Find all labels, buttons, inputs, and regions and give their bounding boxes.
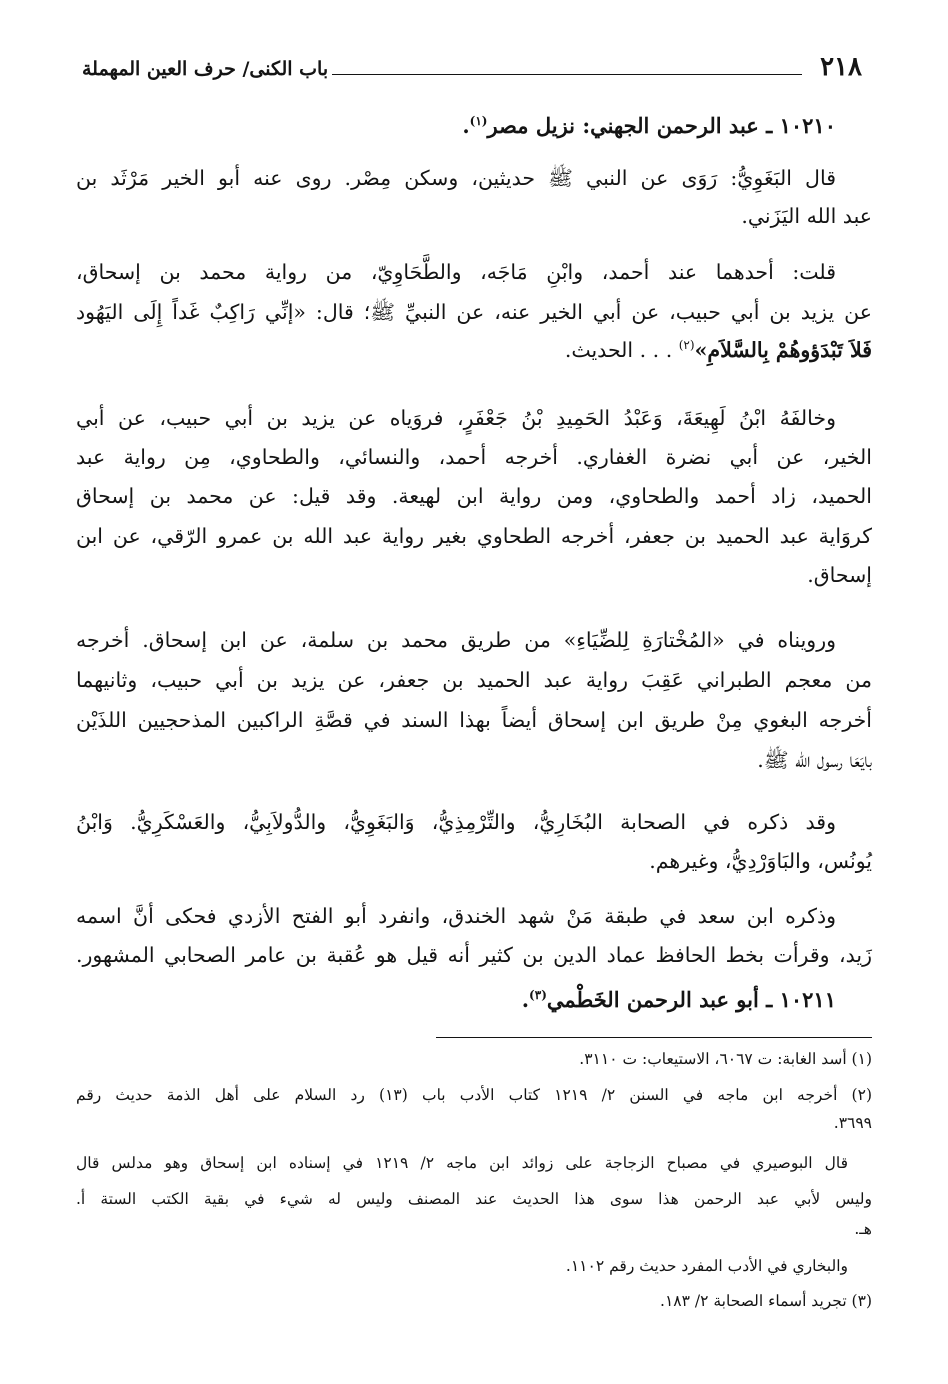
body-line: وخالفَهُ ابْنُ لَهِيعَةَ، وَعَبْدُ الحَمِيدِ بْنُ جَعْفَرٍ، فروَياه عن يزيد بن أبي حبيب، عن أبي [76, 406, 836, 430]
body-line: إسحاق. [807, 563, 872, 587]
footnote-2-line: (٢) أخرجه ابن ماجه في السنن ٢/ ١٢١٩ كتاب الأدب باب (١٣) رد السلام على أهل الذمة حديث رقم [76, 1086, 872, 1104]
footnote-1: (١) أسد الغابة: ت ٦٠٦٧، الاستيعاب: ت ٣١١٠. [579, 1050, 872, 1068]
footnote-ref: (٣) [529, 988, 547, 1002]
entry-heading-text: ١٠٢١١ ـ أبو عبد الرحمن الخَطْمي [546, 987, 836, 1012]
body-text: . . . الحديث. [564, 338, 679, 362]
body-line: أخرجه البغوي مِنْ طريق ابن إسحاق أيضاً بهذا السند في قصَّةِ الراكبين المذحجيين اللذَيْن [76, 708, 872, 732]
body-line: من معجم الطبراني عَقِبَ رواية عبد الحميد بن جعفر، عن يزيد بن أبي حبيب، وثانيهما [76, 668, 872, 692]
entry-heading-10211 [522, 984, 836, 1016]
footnote-3: (٣) تجريد أسماء الصحابة ٢/ ١٨٣. [660, 1292, 872, 1310]
body-line: بايَعَا رسول الله ﷺ. [757, 748, 872, 772]
running-title: باب الكنى/ حرف العين المهملة [82, 58, 329, 80]
entry-heading-tail: . [521, 987, 530, 1012]
footnote-2-line: ٣٦٩٩. [833, 1114, 872, 1132]
body-line: الخير، عن أبي نضرة الغفاري. أخرجه أحمد، والنسائي، والطحاوي، مِن رواية عبد [76, 445, 872, 469]
body-line: قال البَغَوِيُّ: رَوَى عن النبي ﷺ حديثين، وسكن مِصْر. روى عنه أبو الخير مَرْثَد بن [76, 166, 836, 190]
entry-heading-tail: . [462, 113, 470, 138]
body-line: وقد ذكره في الصحابة البُخَارِيُّ، والتِّرْمِذِيُّ، وَالبَغَوِيُّ، والدُّولاَبِيُّ، والعَسْكَرِيُّ. وَابْنُ [76, 810, 836, 834]
body-line: زَيد، وقرأت بخط الحافظ عماد الدين بن كثير أنه قيل هو عُقبة بن عامر الصحابي المشهور. [76, 943, 872, 967]
body-line: عن يزيد بن أبي حبيب، عن أبي الخير عنه، عن النبيِّ ﷺ؛ قال: «إنِّي رَاكِبٌ غَداً إِلَى اليَهُود [76, 300, 872, 324]
body-line: عبد الله اليَزَني. [741, 204, 872, 228]
entry-heading-10210 [462, 110, 836, 142]
body-line: ورويناه في «المُخْتارَةِ لِلضِّيَاءِ» من طريق محمد بن سلمة، عن ابن إسحاق. أخرجه [76, 628, 836, 652]
body-line: يُونُس، والبَاوَرْدِيُّ، وغيرهم. [649, 849, 872, 873]
body-line: كروَاية عبد الحميد بن جعفر، أخرجه الطحاوي بغير رواية عبد الله بن عمرو الرّقي، عن ابن [76, 524, 872, 548]
footnote-2-line: هـ. [854, 1220, 872, 1238]
footnote-ref: (٢) [678, 338, 695, 353]
header-rule [332, 74, 802, 75]
footnote-2-line: وليس لأبي عبد الرحمن هذا سوى هذا الحديث عند المصنف وليس له شيء في بقية الكتب الستة أ. [76, 1190, 872, 1208]
footnote-ref: (١) [469, 114, 488, 128]
body-line [76, 335, 872, 365]
page-number: ٢١٨ [820, 52, 862, 82]
body-line: الحميد، زاد أحمد والطحاوي، ومن رواية ابن لهيعة. وقد قيل: عن محمد بن إسحاق [76, 484, 872, 508]
body-line: وذكره ابن سعد في طبقة مَنْ شهد الخندق، وانفرد أبو الفتح الأزدي فحكى أنَّ اسمه [76, 904, 836, 928]
body-line: قلت: أحدهما عند أحمد، وابْنِ مَاجَه، والطَّحَاوِيّ، من رواية محمد بن إسحاق، [76, 260, 836, 284]
footnote-separator [436, 1037, 872, 1038]
entry-heading-text: ١٠٢١٠ ـ عبد الرحمن الجهني: نزيل مصر [487, 113, 836, 138]
running-header [82, 50, 862, 94]
footnote-2-line: والبخاري في الأدب المفرد حديث رقم ١١٠٢. [565, 1257, 848, 1275]
footnote-2-line: قال البوصيري في مصباح الزجاجة على زوائد ابن ماجه ٢/ ١٢١٩ في إسناده ابن إسحاق وهو مدلس قال [76, 1154, 849, 1172]
hadith-quote: فَلاَ تَبْدَؤوهُمْ بِالسَّلاَمِ» [694, 338, 872, 362]
